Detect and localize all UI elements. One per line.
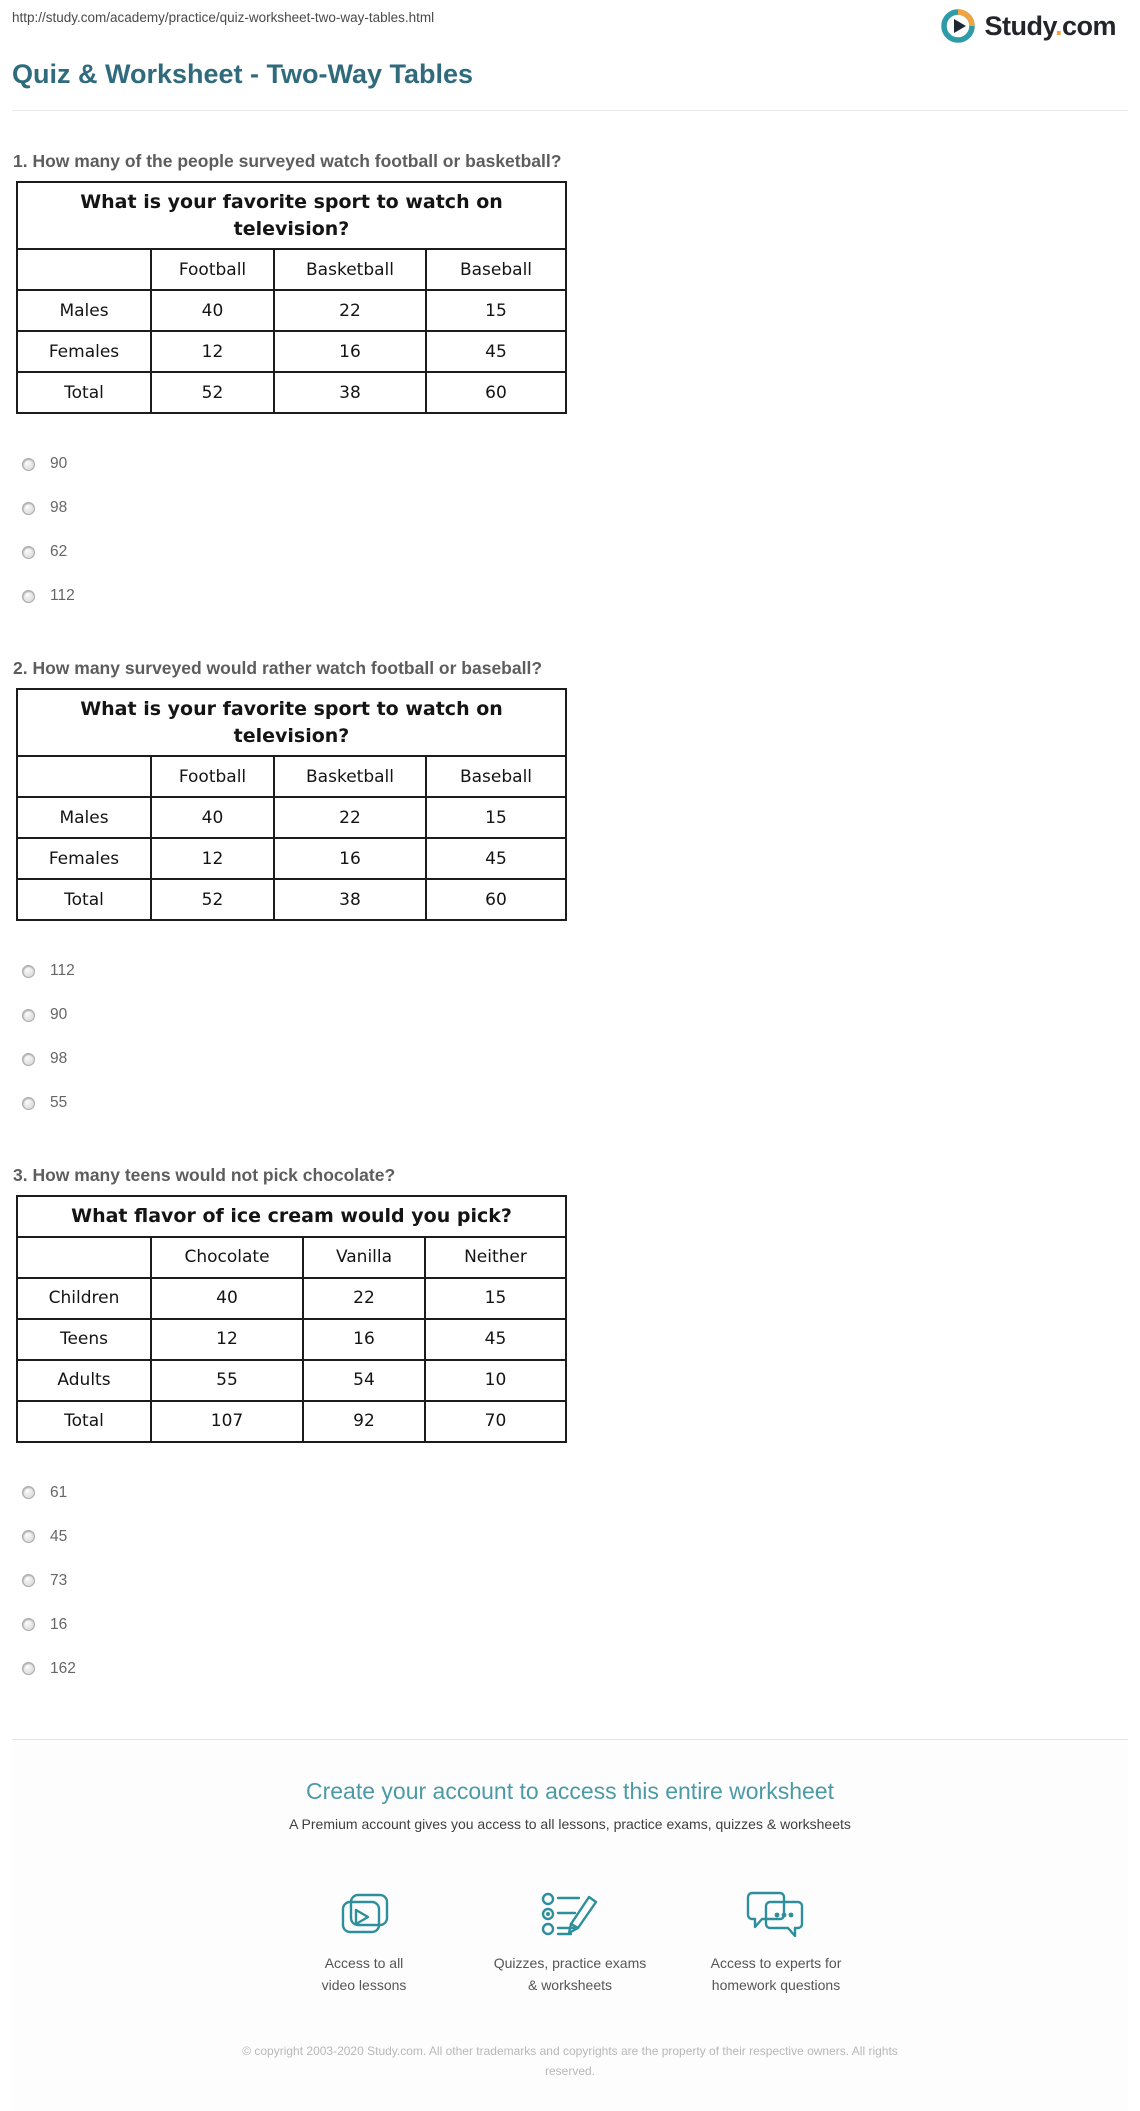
radio-button[interactable]: [22, 1009, 35, 1022]
option-label: 112: [50, 962, 75, 980]
option-label: 62: [50, 543, 68, 561]
quiz-worksheet-icon: [472, 1884, 668, 1940]
radio-button[interactable]: [22, 502, 35, 515]
question-2-options: [12, 949, 1128, 1125]
table-row: [17, 331, 566, 372]
table-row: [17, 1360, 566, 1401]
question-1: [12, 151, 1128, 618]
logo-dot: .: [1054, 10, 1062, 41]
answer-option[interactable]: [22, 1037, 1128, 1081]
play-logo-icon: [938, 6, 978, 46]
answer-option[interactable]: [22, 486, 1128, 530]
cell: 52: [151, 879, 274, 920]
radio-button[interactable]: [22, 1662, 35, 1675]
cell: 22: [303, 1278, 425, 1319]
cell: 40: [151, 797, 274, 838]
logo-text: Study.com: [984, 10, 1116, 41]
question-1-options: [12, 442, 1128, 618]
cell: 12: [151, 1319, 303, 1360]
feature-quizzes-worksheets: [472, 1884, 668, 1996]
question-3-table: [16, 1195, 567, 1443]
feature-caption: Access to all video lessons: [321, 1954, 407, 1993]
cell: 70: [425, 1401, 566, 1442]
answer-option[interactable]: [22, 574, 1128, 618]
table-title: What is your favorite sport to watch on television?: [17, 182, 566, 249]
row-label: Adults: [17, 1360, 151, 1401]
corner-cell: [17, 1237, 151, 1278]
table-title: What flavor of ice cream would you pick?: [17, 1196, 566, 1237]
option-label: 90: [50, 455, 68, 473]
answer-option[interactable]: [22, 1471, 1128, 1515]
option-label: 90: [50, 1006, 68, 1024]
row-label: Teens: [17, 1319, 151, 1360]
answer-option[interactable]: [22, 442, 1128, 486]
question-3-options: [12, 1471, 1128, 1691]
question-2-table: [16, 688, 567, 921]
question-3-text: 3. How many teens would not pick chocolate?: [13, 1165, 396, 1186]
feature-caption: Quizzes, practice exams & worksheets: [493, 1954, 647, 1993]
option-label: 16: [50, 1615, 68, 1633]
cell: 12: [151, 331, 274, 372]
corner-cell: [17, 249, 151, 290]
question-1-table: [16, 181, 567, 414]
cell: 54: [303, 1360, 425, 1401]
cell: 45: [426, 838, 566, 879]
table-row: [17, 1319, 566, 1360]
radio-button[interactable]: [22, 1486, 35, 1499]
option-label: 98: [50, 499, 68, 517]
radio-button[interactable]: [22, 1530, 35, 1543]
page-title: Quiz & Worksheet - Two-Way Tables: [12, 59, 1128, 111]
col-header: Baseball: [426, 249, 566, 290]
cell: 16: [274, 838, 426, 879]
radio-button[interactable]: [22, 1053, 35, 1066]
cell: 107: [151, 1401, 303, 1442]
col-header: Baseball: [426, 756, 566, 797]
option-label: 55: [50, 1094, 68, 1112]
table-row: [17, 290, 566, 331]
table-row: [17, 797, 566, 838]
row-label: Total: [17, 879, 151, 920]
row-label: Total: [17, 1401, 151, 1442]
row-label: Total: [17, 372, 151, 413]
answer-option[interactable]: [22, 949, 1128, 993]
answer-option[interactable]: [22, 1081, 1128, 1125]
feature-list: [12, 1884, 1128, 1996]
radio-button[interactable]: [22, 965, 35, 978]
col-header: Vanilla: [303, 1237, 425, 1278]
table-header-row: [17, 756, 566, 797]
feature-caption: Access to experts for homework questions: [710, 1954, 842, 1993]
question-2: [12, 658, 1128, 1125]
col-header: Football: [151, 756, 274, 797]
row-label: Females: [17, 838, 151, 879]
col-header: Basketball: [274, 249, 426, 290]
radio-button[interactable]: [22, 1097, 35, 1110]
video-lessons-icon: [266, 1884, 462, 1940]
col-header: Football: [151, 249, 274, 290]
cell: 38: [274, 372, 426, 413]
answer-option[interactable]: [22, 1559, 1128, 1603]
table-row: [17, 1278, 566, 1319]
option-label: 73: [50, 1571, 68, 1589]
table-row: [17, 372, 566, 413]
cell: 22: [274, 797, 426, 838]
col-header: Neither: [425, 1237, 566, 1278]
cell: 40: [151, 1278, 303, 1319]
promo-subheading: A Premium account gives you access to all lessons, practice exams, quizzes & worksheets: [289, 1815, 851, 1832]
answer-option[interactable]: [22, 530, 1128, 574]
question-3: [12, 1165, 1128, 1691]
cell: 15: [425, 1278, 566, 1319]
radio-button[interactable]: [22, 590, 35, 603]
cell: 22: [274, 290, 426, 331]
feature-expert-help: [678, 1884, 874, 1996]
radio-button[interactable]: [22, 458, 35, 471]
radio-button[interactable]: [22, 546, 35, 559]
radio-button[interactable]: [22, 1618, 35, 1631]
page-url: http://study.com/academy/practice/quiz-worksheet-two-way-tables.html: [12, 10, 435, 25]
table-row: [17, 1401, 566, 1442]
row-label: Females: [17, 331, 151, 372]
answer-option[interactable]: [22, 1603, 1128, 1647]
cell: 15: [426, 797, 566, 838]
copyright-notice: © copyright 2003-2020 Study.com. All other trademarks and copyrights are the property of their respective owners. All rights reserved.: [242, 2044, 898, 2078]
table-header-row: [17, 1237, 566, 1278]
cell: 45: [426, 331, 566, 372]
cell: 12: [151, 838, 274, 879]
corner-cell: [17, 756, 151, 797]
answer-option[interactable]: [22, 1515, 1128, 1559]
cell: 16: [303, 1319, 425, 1360]
cell: 16: [274, 331, 426, 372]
account-promo-footer: [12, 1739, 1128, 2111]
cell: 55: [151, 1360, 303, 1401]
table-row: [17, 879, 566, 920]
table-row: [17, 838, 566, 879]
question-2-text: 2. How many surveyed would rather watch football or baseball?: [13, 658, 543, 679]
cell: 52: [151, 372, 274, 413]
answer-option[interactable]: [22, 1647, 1128, 1691]
option-label: 98: [50, 1050, 68, 1068]
option-label: 162: [50, 1659, 76, 1677]
table-header-row: [17, 249, 566, 290]
promo-heading: Create your account to access this entire worksheet: [306, 1777, 834, 1804]
feature-video-lessons: [266, 1884, 462, 1996]
cell: 60: [426, 372, 566, 413]
option-label: 112: [50, 587, 75, 605]
option-label: 61: [50, 1483, 68, 1501]
cell: 92: [303, 1401, 425, 1442]
cell: 10: [425, 1360, 566, 1401]
col-header: Basketball: [274, 756, 426, 797]
cell: 40: [151, 290, 274, 331]
radio-button[interactable]: [22, 1574, 35, 1587]
table-title: What is your favorite sport to watch on television?: [17, 689, 566, 756]
studycom-logo[interactable]: [938, 6, 1116, 46]
col-header: Chocolate: [151, 1237, 303, 1278]
row-label: Males: [17, 290, 151, 331]
cell: 60: [426, 879, 566, 920]
answer-option[interactable]: [22, 993, 1128, 1037]
row-label: Children: [17, 1278, 151, 1319]
question-1-text: 1. How many of the people surveyed watch football or basketball?: [13, 151, 562, 171]
row-label: Males: [17, 797, 151, 838]
chat-experts-icon: [678, 1884, 874, 1940]
cell: 15: [426, 290, 566, 331]
cell: 45: [425, 1319, 566, 1360]
option-label: 45: [50, 1527, 68, 1545]
cell: 38: [274, 879, 426, 920]
